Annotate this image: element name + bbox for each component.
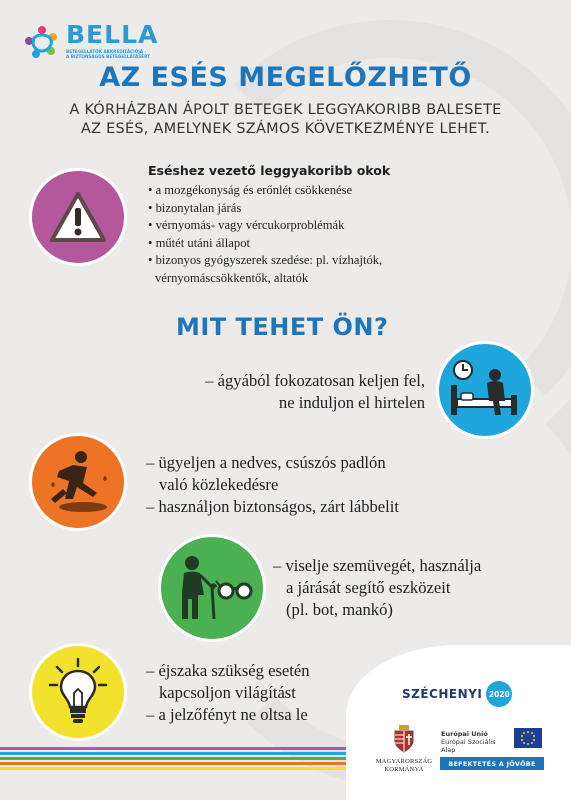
section-title: MIT TEHET ÖN? [176,313,389,341]
bulb-circle [29,643,127,741]
warning-triangle-icon [48,190,108,244]
government-line-2: KORMÁNYA [384,766,424,773]
eu-flag-icon [514,728,542,748]
szechenyi-year: 2020 [488,689,510,699]
government-label [372,758,436,774]
logo-subtitle [66,49,176,59]
tip-line: – a jelzőfényt ne oltsa le [146,705,308,724]
warning-circle [29,168,127,266]
slogan-banner [440,757,544,770]
szechenyi-text: SZÉCHENYI [402,687,483,701]
tip-line: – viselje szemüvegét, használja [273,556,482,575]
tip-line: – használjon biztonságos, zárt lábbelit [146,497,399,516]
page-title: AZ ESÉS MEGELŐZHETŐ [99,62,472,93]
tip-line: kapcsoljon világítást [159,683,296,702]
bella-logo-icon [24,24,60,60]
cause-item: • a mozgékonyság és erőnlét csökkenése [148,182,382,200]
government-line-1: MAGYARORSZÁG [375,758,433,765]
bed-circle [436,341,534,439]
subtitle-line-1: A KÓRHÁZBAN ÁPOLT BETEGEK LEGGYAKORIBB BALESETE [69,102,502,118]
tip-glasses-aids [273,555,481,621]
wet-floor-slip-icon [43,449,113,515]
tip-night-light [146,660,310,726]
stripe [0,767,346,770]
tip-line: a járását segítő eszközeit [286,578,451,597]
decorative-stripes [0,747,346,772]
stripe [0,747,346,750]
light-bulb-icon [47,657,109,727]
funding-footer [346,645,571,800]
bed-clock-icon [449,359,521,421]
elderly-glasses-icon [170,553,254,623]
tip-line: ne induljon el hirtelen [278,393,425,412]
logo-subtitle-line-2: A BIZTONSÁGOS BETEGELLÁTÁSÉRT [66,54,150,59]
eu-line-1: Európai Unió [441,730,488,738]
cause-item [148,252,382,287]
slogan-text: BEFEKTETÉS A JÖVŐBE [448,759,536,768]
causes-heading: Eséshez vezető leggyakoribb okok [148,163,391,178]
hungarian-coat-of-arms-icon [393,725,415,753]
tip-get-up-slowly [155,370,425,414]
logo-subtitle-line-1: BETEGELLÁTÓK AKKREDITÁCIÓJA - [66,49,147,54]
tip-line: – ügyeljen a nedves, csúszós padlón [146,453,386,472]
subtitle-line-2: AZ ESÉS, AMELYNEK SZÁMOS KÖVETKEZMÉNYE LEHET. [80,121,491,137]
cause-item-text: bizonyos gyógyszerek szedése: pl. vízhajtók, [155,253,383,268]
cause-item: • vérnyomás- vagy vércukorproblémák [148,217,382,235]
cause-item: • műtét utáni állapot [148,235,382,253]
causes-list [148,182,382,288]
stripe [0,762,346,765]
tip-wet-floor [146,452,399,518]
tip-line: (pl. bot, mankó) [286,600,393,619]
eu-line-3: Alap [441,746,456,754]
stripe [0,752,346,755]
eu-line-2: Európai Szociális [441,738,496,746]
szechenyi-logo [402,681,512,707]
cause-item-continuation: vérnyomáscsökkentők, altatók [155,270,309,285]
slip-circle [29,433,127,531]
logo-wordmark: BELLA [66,20,159,49]
szechenyi-year-badge [486,681,512,707]
tip-line: való közlekedésre [159,475,279,494]
bella-logo [24,20,174,66]
cause-item: • bizonytalan járás [148,200,382,218]
stripe [0,757,346,760]
tip-line: – ágyából fokozatosan keljen fel, [205,371,425,390]
eu-label [441,730,496,754]
elderly-circle [158,534,266,642]
page-subtitle [0,101,571,139]
tip-line: – éjszaka szükség esetén [146,661,310,680]
